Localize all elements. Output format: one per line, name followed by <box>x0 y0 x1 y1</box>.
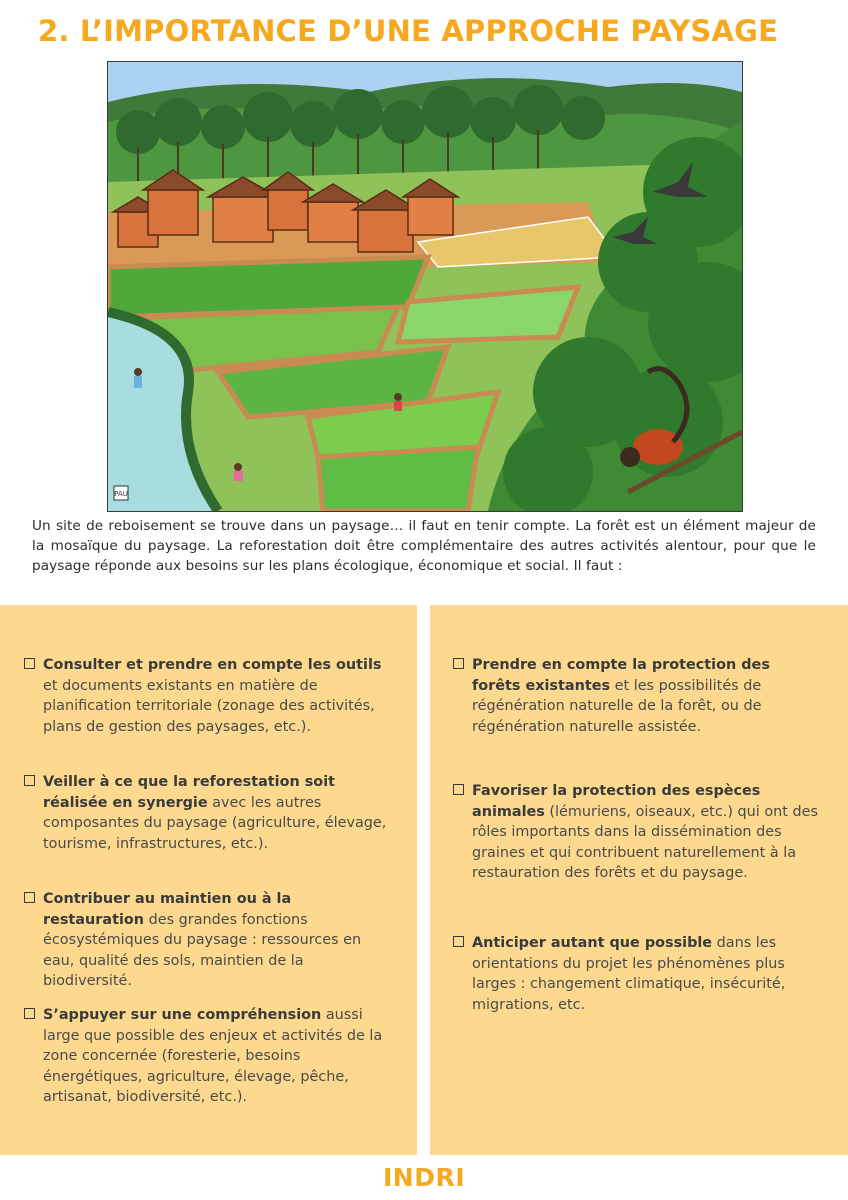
list-item: Contribuer au maintien ou à la restauration des grandes fonctions écosystémiques du paysage : ressources en eau, qualité des sols, maintien de la biodiversité. <box>43 889 395 992</box>
checkbox-icon <box>453 658 464 669</box>
checkbox-icon <box>453 936 464 947</box>
checkbox-icon <box>453 784 464 795</box>
landscape-drawing <box>108 62 742 511</box>
checkbox-icon <box>24 892 35 903</box>
landscape-illustration <box>107 61 743 512</box>
list-item: Favoriser la protection des espèces animales (lémuriens, oiseaux, etc.) qui ont des rôles importants dans la dissémination des graines et qui contribuent naturellement à la restauration des forêts et du paysage. <box>472 781 822 884</box>
left-panel <box>0 605 417 1155</box>
illustration-signature: PAU <box>114 490 128 498</box>
right-panel <box>430 605 848 1155</box>
list-item: Veiller à ce que la reforestation soit réalisée en synergie avec les autres composantes du paysage (agriculture, élevage, tourisme, infrastructures, etc.). <box>43 772 395 854</box>
footer-brand: INDRI <box>382 1163 466 1192</box>
list-item: Consulter et prendre en compte les outils et documents existants en matière de planification territoriale (zonage des activités, plans de gestion des paysages, etc.). <box>43 655 393 737</box>
list-item: Anticiper autant que possible dans les orientations du projet les phénomènes plus larges : changement climatique, insécurité, migrations, etc. <box>472 933 812 1015</box>
page-title: 2. L’IMPORTANCE D’UNE APPROCHE PAYSAGE <box>38 14 779 48</box>
checkbox-icon <box>24 1008 35 1019</box>
checkbox-icon <box>24 658 35 669</box>
checkbox-icon <box>24 775 35 786</box>
list-item: S’appuyer sur une compréhension aussi large que possible des enjeux et activités de la zone concernée (foresterie, besoins énergétiques, agriculture, élevage, pêche, artisanat, biodiversité, etc.). <box>43 1005 383 1108</box>
list-item: Prendre en compte la protection des forêts existantes et les possibilités de régénération naturelle de la forêt, ou de régénération naturelle assistée. <box>472 655 822 737</box>
intro-paragraph: Un site de reboisement se trouve dans un paysage… il faut en tenir compte. La forêt est un élément majeur de la mosaïque du paysage. La reforestation doit être complémentaire des autres activités alentour, pour que le paysage réponde aux besoins sur les plans écologique, économique et social. Il faut : <box>32 518 816 574</box>
